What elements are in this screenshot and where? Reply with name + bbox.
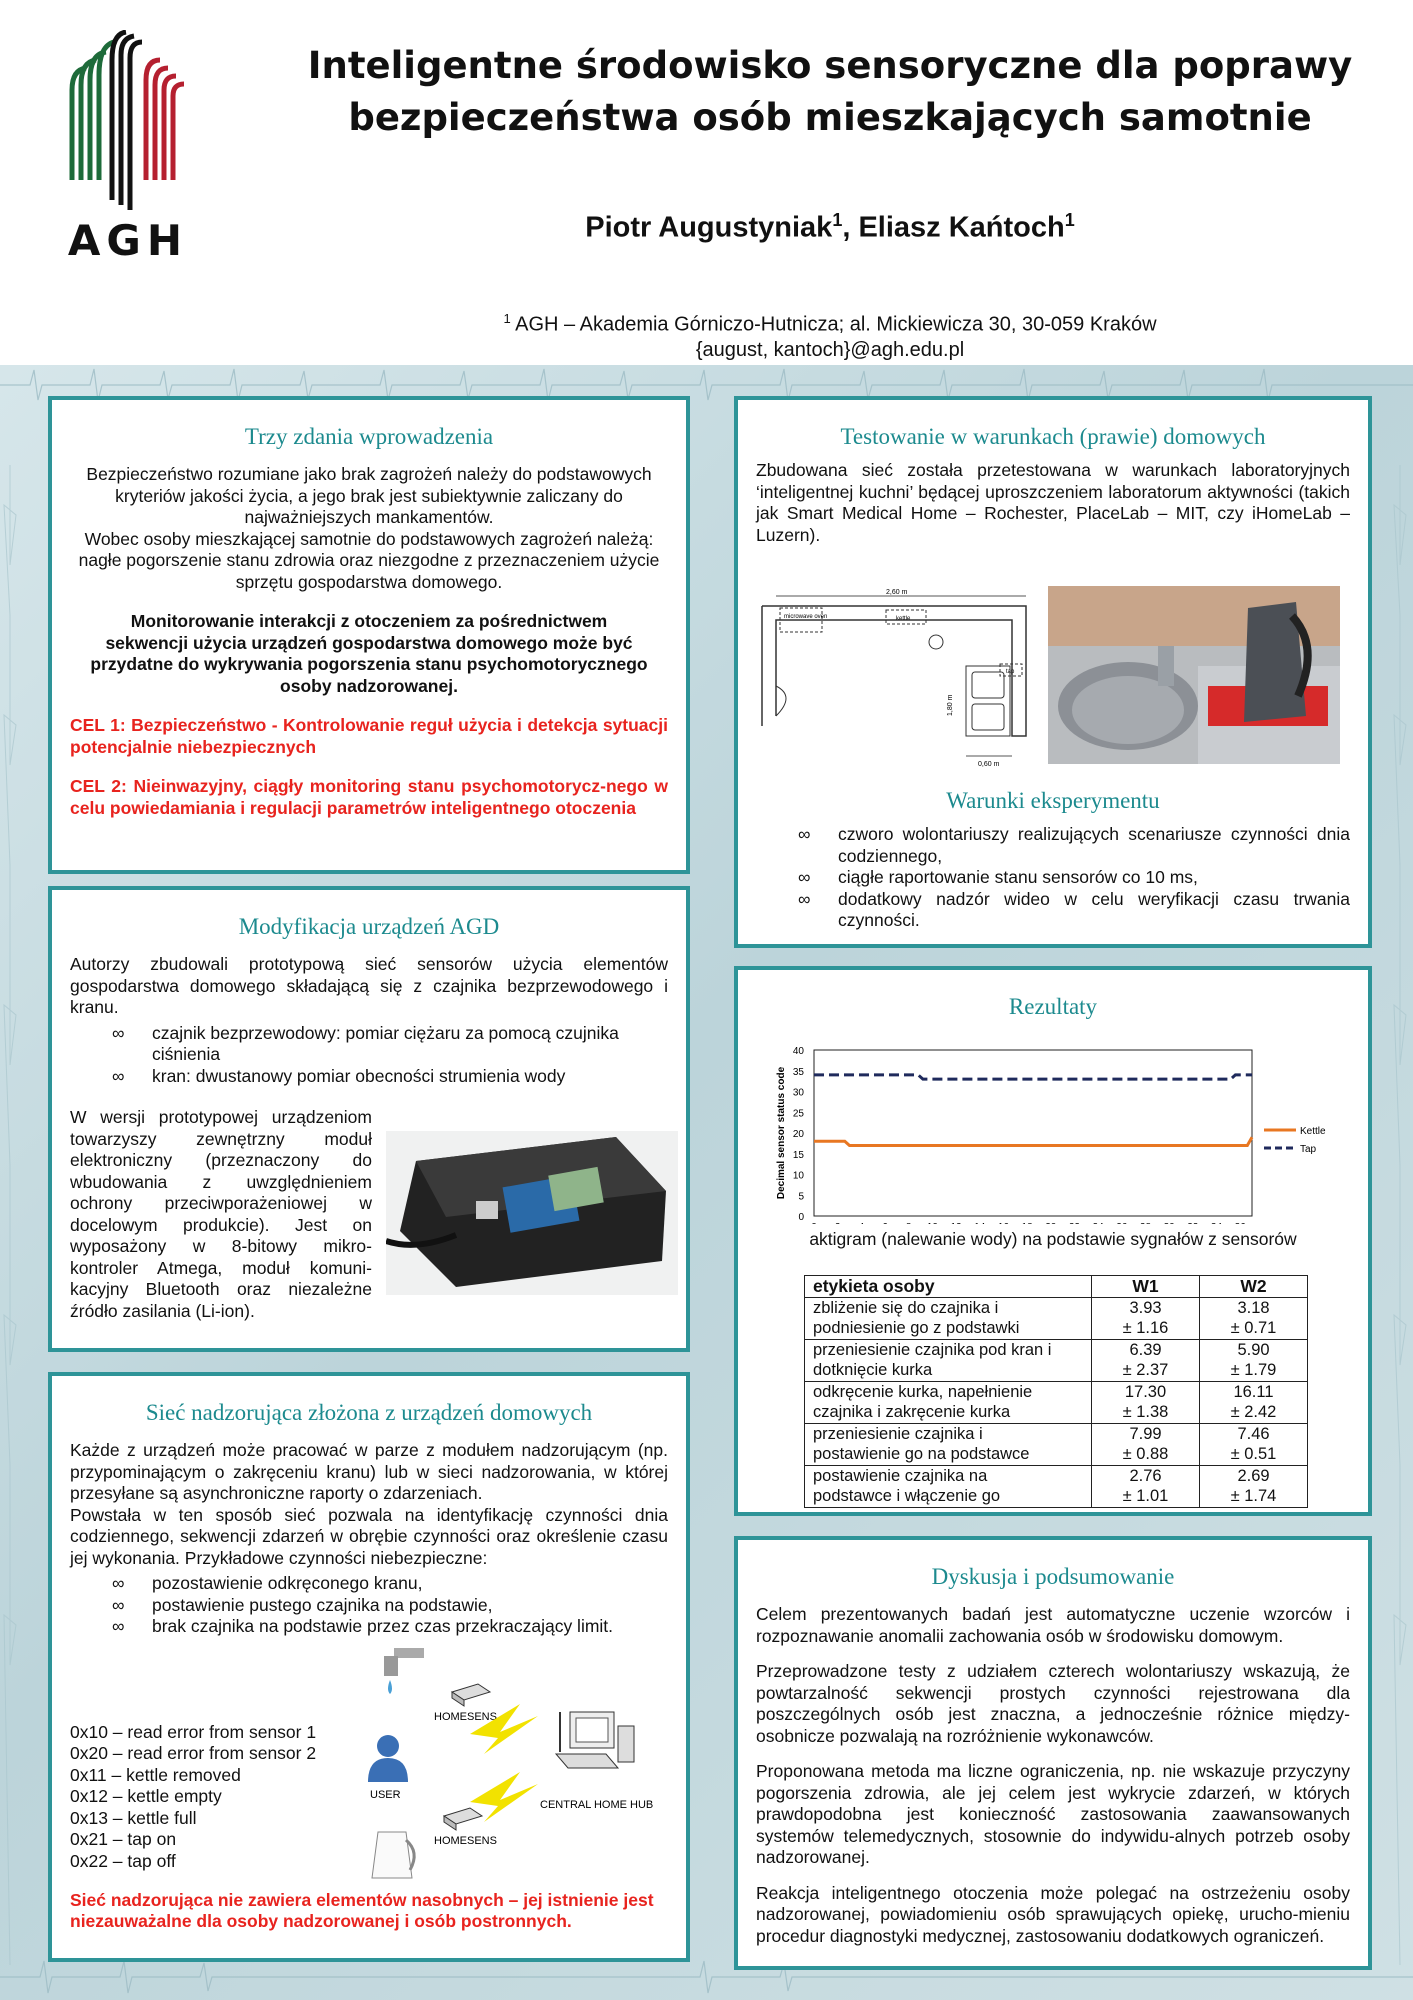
bullet-icon: ∞ xyxy=(112,1616,125,1636)
list-item: ∞ czajnik bezprzewodowy: pomiar ciężaru za pomocą czujnika ciśnienia xyxy=(112,1022,619,1064)
agh-logo xyxy=(66,30,190,265)
conditions-list xyxy=(756,824,1350,932)
table-cell-w2: 5.90 ± 1.79 xyxy=(1200,1340,1308,1382)
list-item: ∞ postawienie pustego czajnika na podstawie, xyxy=(112,1594,493,1615)
user-label: USER xyxy=(370,1788,401,1801)
bullet-icon: ∞ xyxy=(112,1022,125,1043)
plan-sensor-icon xyxy=(929,635,943,649)
list-item: ∞ czworo wolontariuszy realizujących scenariusze czynności dnia codziennego, xyxy=(798,824,1350,866)
plan-sink-basin xyxy=(972,704,1004,730)
x-tick-label xyxy=(1045,1222,1057,1224)
legend-label: Tap xyxy=(1300,1144,1317,1155)
discussion-p4: Reakcja inteligentnego otoczenia może polegać na ostrzeżeniu osoby nadzorowanej, powiadomieniu osób sprawujących opiekę, urucho-mieniu procedur diagnostyki medycznej, zastosowaniu dodatkowych ograniczeń. xyxy=(756,1882,1350,1946)
network-title: Sieć nadzorująca złożona z urządzeń domowych xyxy=(145,1400,593,1425)
x-tick-label xyxy=(811,1222,817,1224)
code-item: 0x11 – kettle removed xyxy=(70,1764,241,1785)
table-row xyxy=(805,1382,1308,1424)
results-table xyxy=(804,1275,1308,1509)
table-cell-label: przeniesienie czajnika pod kran i dotknięcie kurka xyxy=(805,1340,1092,1382)
tap-icon xyxy=(384,1648,424,1694)
electronic-module-photo xyxy=(386,1131,678,1295)
table-cell-label: odkręcenie kurka, napełnienie czajnika i zakręcenie kurka xyxy=(805,1382,1092,1424)
title-line-2: bezpieczeństwa osób mieszkających samotnie xyxy=(348,96,1312,139)
bullet-icon: ∞ xyxy=(112,1594,125,1615)
code-item: 0x22 – tap off xyxy=(70,1850,176,1871)
discussion-p2: Przeprowadzone testy z udziałem czterech wolontariuszy wskazują, że powtarzalność sekwencji prostych czynności rejestrowana dla poszczególnych osób jest znaczna, a jednocześnie różnice między-osobnicze pozwalają na rozróżnienie wykonawców. xyxy=(756,1661,1350,1746)
discussion-p3: Proponowana metoda ma liczne ograniczenia, np. nie wskazuje przyczyny pogorszenia zdrowia, ale jej celem jest wykrycie zdarzeń, w których prawdopodobna jest konieczność zastosowania zaawansowanych systemów telemedycznych, stosownie do indywidu-alnych potrzeb osoby nadzorowanej. xyxy=(756,1761,1350,1867)
kitchen-photo xyxy=(1048,586,1340,764)
kettle-icon xyxy=(372,1832,414,1878)
panel-testing xyxy=(734,396,1372,948)
code-item: 0x20 – read error from sensor 2 xyxy=(70,1743,317,1763)
table-cell-w2: 3.18 ± 0.71 xyxy=(1200,1298,1308,1340)
y-tick-label: 15 xyxy=(792,1149,804,1161)
bullet-icon: ∞ xyxy=(798,888,811,909)
author-1: Piotr Augustyniak xyxy=(585,211,833,244)
bullet-icon: ∞ xyxy=(112,1573,125,1593)
homesens-device-icon xyxy=(452,1684,490,1706)
plan-walls xyxy=(762,606,1026,736)
x-tick-label xyxy=(950,1222,962,1224)
network-diagram xyxy=(360,1642,680,1886)
table-cell-label: przeniesienie czajnika i postawienie go na podstawce xyxy=(805,1424,1092,1466)
x-tick-label xyxy=(1116,1222,1128,1224)
y-axis-label: Decimal sensor status code xyxy=(776,1066,787,1200)
y-tick-label: 5 xyxy=(798,1191,804,1203)
homesens-label-2: HOMESENS xyxy=(434,1834,497,1847)
x-tick-label xyxy=(1093,1222,1105,1224)
homesens-device-icon xyxy=(444,1808,482,1830)
authors xyxy=(260,210,1400,245)
conditions-title: Warunki eksperymentu xyxy=(946,788,1160,813)
emails: {august, kantoch}@agh.edu.pl xyxy=(695,338,965,361)
results-title: Rezultaty xyxy=(1008,994,1098,1019)
table-header: W1 xyxy=(1092,1275,1200,1298)
table-header: etykieta osoby xyxy=(805,1275,1092,1298)
table-cell-label: zbliżenie się do czajnika i podniesienie go z podstawki xyxy=(805,1298,1092,1340)
network-footer: Sieć nadzorująca nie zawiera elementów nasobnych – jej istnienie jest niezauważalne dla osoby nadzorowanej i osób postronnych. xyxy=(70,1889,654,1931)
table-cell-w2: 2.69 ± 1.74 xyxy=(1200,1466,1308,1508)
testing-title: Testowanie w warunkach (prawie) domowych xyxy=(840,424,1266,449)
y-tick-label: 20 xyxy=(792,1129,804,1140)
discussion-title: Dyskusja i podsumowanie xyxy=(931,1564,1175,1589)
panel-results xyxy=(734,966,1372,1516)
logo-text: AGH xyxy=(67,216,189,265)
table-row xyxy=(805,1298,1308,1340)
table-row xyxy=(805,1340,1308,1382)
table-cell-w1: 7.99 ± 0.88 xyxy=(1092,1424,1200,1466)
plan-door xyxy=(776,686,786,716)
author-2: Eliasz Kańtoch xyxy=(858,211,1065,244)
x-tick-label xyxy=(1022,1222,1034,1224)
intro-bold: Monitorowanie interakcji z otoczeniem za pośrednictwem sekwencji użycia urządzeń gospodarstwa domowego może być przydatne do wykrywania pogorszenia stanu psychomotorycznego osoby nadzorowanej. xyxy=(90,611,648,696)
plan-dim-bottom: 0,60 m xyxy=(978,761,1000,768)
list-item: ∞ brak czajnika na podstawie przez czas przekraczający limit. xyxy=(112,1616,614,1636)
x-tick-label xyxy=(906,1222,912,1224)
bullet-icon: ∞ xyxy=(798,824,811,844)
network-p2: Powstała w ten sposób sieć pozwala na identyfikację czynności dnia codziennego, sekwencji zdarzeń w obrębie czynności oraz określenie czasu jej wykonania. Przykładowe czynności niebezpieczne: xyxy=(70,1504,668,1568)
title-line-1: Inteligentne środowisko sensoryczne dla poprawy xyxy=(307,44,1353,87)
table-header: W2 xyxy=(1200,1275,1308,1298)
table-cell-w2: 7.46 ± 0.51 xyxy=(1200,1424,1308,1466)
intro-title: Trzy zdania wprowadzenia xyxy=(244,424,494,449)
hub-label: CENTRAL HOME HUB xyxy=(540,1798,654,1811)
table-cell-w1: 17.30 ± 1.38 xyxy=(1092,1382,1200,1424)
affiliation-text: AGH – Akademia Górniczo-Hutnicza; al. Mickiewicza 30, 30-059 Kraków xyxy=(515,313,1157,336)
kitchen-photo-graphic xyxy=(1048,586,1340,764)
x-tick-label xyxy=(835,1222,841,1224)
author-1-sup: 1 xyxy=(832,210,843,230)
agd-title: Modyfikacja urządzeń AGD xyxy=(238,914,500,939)
x-tick-label xyxy=(1235,1222,1247,1224)
y-tick-label: 35 xyxy=(792,1066,804,1078)
list-item: ∞ pozostawienie odkręconego kranu, xyxy=(112,1573,423,1593)
agd-p2: W wersji prototypowej urządzeniom towarzyszy zewnętrzny moduł elektroniczny (przeznaczony do wbudowania z uwzględnieniem ochrony przeciwporażeniowej w docelowym produkcie). Jest on wyposażony w 8-bitowy mikro-kontroler Atmega, moduł komuni-kacyjny Bluetooth oraz niezależne źródło zasilania (Li-ion). xyxy=(70,1107,372,1321)
panel-agd xyxy=(48,886,690,1352)
table-cell-w1: 2.76 ± 1.01 xyxy=(1092,1466,1200,1508)
plan-dim-top: 2,60 m xyxy=(886,589,908,596)
agd-list xyxy=(70,1023,668,1088)
discussion-p1: Celem prezentowanych badań jest automatyczne uczenie wzorców i rozpoznawanie anomalii zachowania osób w środowisku domowym. xyxy=(756,1604,1350,1646)
x-tick-label xyxy=(1187,1222,1199,1224)
plan-tap-label: tap xyxy=(1006,669,1015,675)
plan-dim-side: 1,80 m xyxy=(947,694,954,716)
list-item: ∞ dodatkowy nadzór wideo w celu weryfikacji czasu trwania czynności. xyxy=(798,888,1350,930)
y-tick-label: 30 xyxy=(792,1087,804,1099)
event-codes xyxy=(70,1722,316,1873)
x-tick-label xyxy=(974,1222,986,1224)
y-tick-label: 40 xyxy=(792,1046,804,1057)
code-item: 0x21 – tap on xyxy=(70,1829,177,1849)
x-tick-label xyxy=(859,1222,865,1224)
intro-cel1: CEL 1: Bezpieczeństwo - Kontrolowanie reguł użycia i detekcja sytuacji potencjalnie niebezpiecznych xyxy=(70,715,668,757)
legend-label: Kettle xyxy=(1300,1126,1326,1137)
intro-p2: Wobec osoby mieszkającej samotnie do podstawowych zagrożeń należą: nagłe pogorszenie stanu zdrowia oraz niezgodne z przeznaczeniem użycie sprzętu gospodarstwa domowego. xyxy=(78,528,660,592)
x-tick-label xyxy=(1211,1222,1223,1224)
plan-sink-basin xyxy=(972,672,1004,698)
x-tick-label xyxy=(882,1222,888,1224)
bullet-icon: ∞ xyxy=(112,1065,125,1086)
panel-discussion xyxy=(734,1536,1372,1970)
list-item: ∞ kran: dwustanowy pomiar obecności strumienia wody xyxy=(112,1065,566,1086)
panel-network xyxy=(48,1372,690,1962)
plan-microwave-label: microwave oven xyxy=(784,614,828,620)
homesens-label-1: HOMESENS xyxy=(434,1710,497,1723)
module-graphic xyxy=(386,1131,678,1295)
table-header-row xyxy=(805,1275,1308,1298)
testing-p1: Zbudowana sieć została przetestowana w warunkach laboratoryjnych ‘inteligentnej kuchni’ będącej uproszczeniem laboratorum aktywności (takich jak Smart Medical Home – Rochester, PlaceLab – MIT, czy iHomeLab – Luzern). xyxy=(756,460,1350,545)
central-hub-icon xyxy=(556,1712,634,1768)
author-separator: , xyxy=(842,211,859,244)
y-tick-label: 10 xyxy=(792,1170,804,1182)
table-cell-label: postawienie czajnika na podstawce i włączenie go xyxy=(805,1466,1092,1508)
series-line-kettle xyxy=(814,1137,1252,1145)
panel-intro xyxy=(48,396,690,874)
table-cell-w1: 3.93 ± 1.16 xyxy=(1092,1298,1200,1340)
author-2-sup: 1 xyxy=(1064,210,1075,230)
table-row xyxy=(805,1466,1308,1508)
code-item: 0x10 – read error from sensor 1 xyxy=(70,1721,317,1742)
list-item: ∞ ciągłe raportowanie stanu sensorów co 10 ms, xyxy=(798,867,1198,887)
x-tick-label xyxy=(998,1222,1010,1224)
table-cell-w1: 6.39 ± 2.37 xyxy=(1092,1340,1200,1382)
code-item: 0x13 – kettle full xyxy=(70,1807,197,1828)
agd-p1: Autorzy zbudowali prototypową sieć sensorów użycia elementów gospodarstwa domowego składającą się z czajnika bezprzewodowego i kranu. xyxy=(70,954,668,1017)
code-item: 0x12 – kettle empty xyxy=(70,1786,222,1806)
intro-p1: Bezpieczeństwo rozumiane jako brak zagrożeń należy do podstawowych kryteriów jakości życia, a jego brak jest subiektywnie zaliczany do najważniejszych mankamentów. xyxy=(86,464,652,527)
x-tick-label xyxy=(1140,1222,1152,1224)
table-cell-w2: 16.11 ± 2.42 xyxy=(1200,1382,1308,1424)
y-tick-label: 0 xyxy=(798,1212,804,1223)
y-tick-label: 25 xyxy=(792,1108,804,1120)
x-tick-label xyxy=(927,1222,939,1224)
affiliation-sup: 1 xyxy=(503,311,511,326)
chart-caption: aktigram (nalewanie wody) na podstawie sygnałów z sensorów xyxy=(809,1229,1297,1249)
network-list xyxy=(70,1573,668,1638)
actigram-chart xyxy=(756,1024,1356,1224)
series-line-tap xyxy=(814,1075,1252,1079)
network-p1: Każde z urządzeń może pracować w parze z modułem nadzorującym (np. przypominającym o zakręceniu kranu) lub w sieci nadzorowania, w której przesyłane są asynchroniczne raporty o zdarzeniach. xyxy=(70,1440,668,1503)
intro-cel2: CEL 2: Nieinwazyjny, ciągły monitoring stanu psychomotorycz-nego w celu powiedamiania i regulacji parametrów inteligentnego otoczenia xyxy=(70,776,668,818)
poster-title xyxy=(260,40,1400,144)
kitchen-floor-plan xyxy=(756,586,1036,782)
x-tick-label xyxy=(1164,1222,1176,1224)
table-row xyxy=(805,1424,1308,1466)
affiliation xyxy=(260,306,1400,363)
plan-kettle-label: kettle xyxy=(896,616,911,622)
bullet-icon: ∞ xyxy=(798,867,811,887)
user-icon xyxy=(368,1735,408,1782)
x-tick-label xyxy=(1069,1222,1081,1224)
